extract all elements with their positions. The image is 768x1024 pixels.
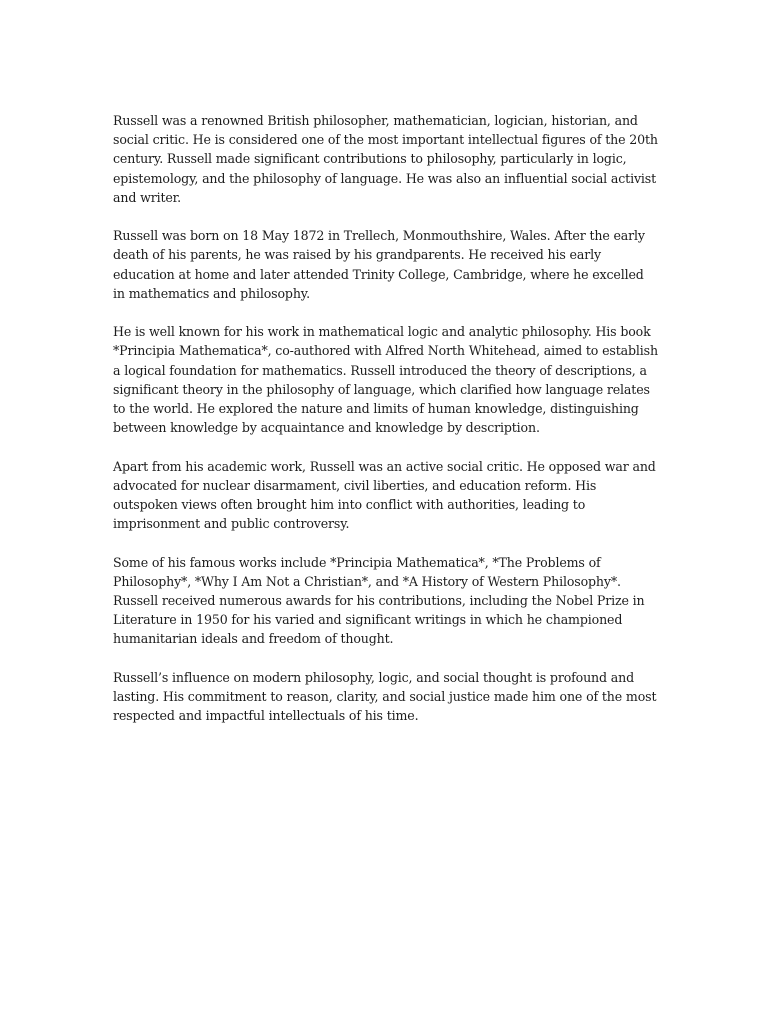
paragraph-influence: Russell’s influence on modern philosophy, logic, and social thought is profound and lasting. His commitment to reason, clarity, and social justice made him one of the most respected and impactful intellectuals of his time. xyxy=(113,669,657,724)
paragraph-intro: Russell was a renowned British philosopher, mathematician, logician, historian, and social critic. He is considered one of the most important intellectual figures of the 20th century. Russell made significant contributions to philosophy, particularly in logic, epistemology, and the philosophy of language. He was also an influential social activist and writer. xyxy=(113,113,658,205)
paragraph-logic-work: He is well known for his work in mathematical logic and analytic philosophy. His book *Principia Mathematica*, co-authored with Alfred North Whitehead, aimed to establish a logical foundation for mathematics. Russell introduced the theory of descriptions, a significant theory in the philosophy of language, which clarified how language relates to the world. He explored the nature and limits of human knowledge, distinguishing between knowledge by acquaintance and knowledge by description. xyxy=(113,324,658,436)
paragraph-social-critic: Apart from his academic work, Russell was an active social critic. He opposed war and advocated for nuclear disarmament, civil liberties, and education reform. His outspoken views often brought him into conflict with authorities, leading to imprisonment and public controversy. xyxy=(113,458,656,532)
paragraph-famous-works: Some of his famous works include *Principia Mathematica*, *The Problems of Philosophy*, *Why I Am Not a Christian*, and *A History of Western Philosophy*. Russell received numerous awards for his contributions, including the Nobel Prize in Literature in 1950 for his varied and significant writings in which he championed humanitarian ideals and freedom of thought. xyxy=(113,554,645,647)
document-body xyxy=(113,111,658,725)
paragraph-early-life: Russell was born on 18 May 1872 in Trellech, Monmouthshire, Wales. After the early death of his parents, he was raised by his grandparents. He received his early education at home and later attended Trinity College, Cambridge, where he excelled in mathematics and philosophy. xyxy=(113,228,645,301)
